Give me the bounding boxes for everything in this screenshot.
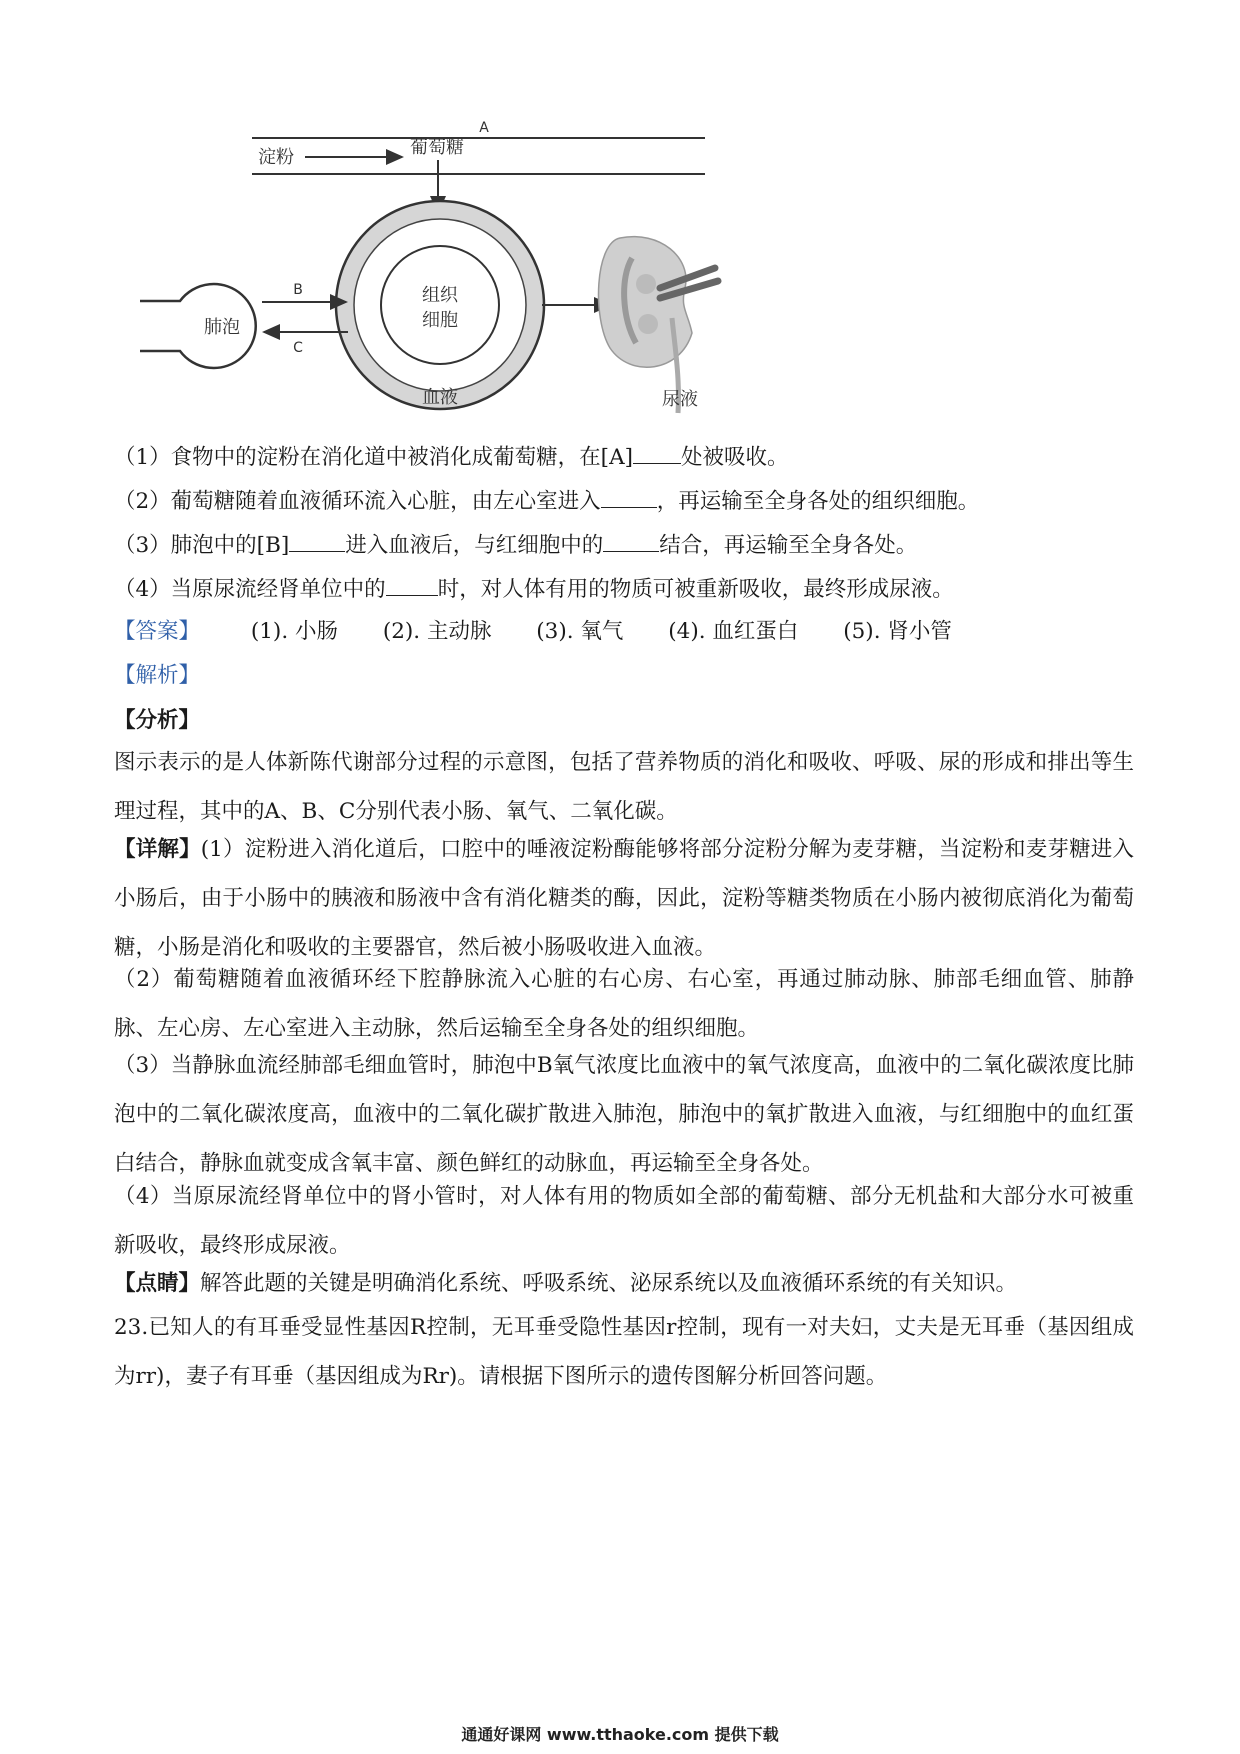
q3-text-mid: 进入血液后，与红细胞中的 [345,533,604,558]
analysis-label: 【解析】 [114,663,201,688]
detail-p1-text: (1）淀粉进入消化道后，口腔中的唾液淀粉酶能够将部分淀粉分解为麦芽糖，当淀粉和麦芽糖进入小肠后，由于小肠中的胰液和肠液中含有消化糖类的酶，因此，淀粉等糖类物质在小肠内被彻底消化为葡萄糖，小肠是消化和吸收的主要器官，然后被小肠吸收进入血液。 [114,837,1134,960]
q4-text-pre: （4）当原尿流经肾单位中的 [114,577,386,602]
footer-text: 通通好课网 www.tthaoke.com 提供下载 [461,1725,779,1744]
fenxi-text: 图示表示的是人体新陈代谢部分过程的示意图，包括了营养物质的消化和吸收、呼吸、尿的形成和排出等生理过程，其中的A、B、C分别代表小肠、氧气、二氧化碳。 [114,750,1134,824]
dianjing-paragraph [114,1259,1134,1308]
q4-text-post: 时，对人体有用的物质可被重新吸收，最终形成尿液。 [437,577,954,602]
answer-item-3: (3). 氧气 [536,619,624,644]
q2-text-pre: （2）葡萄糖随着血液循环流入心脏，由左心室进入 [114,489,601,514]
blood-label: 血液 [422,387,458,408]
question-3 [114,529,1134,561]
answer-item-5: (5). 肾小管 [843,619,952,644]
q2-text-post: ，再运输至全身各处的组织细胞。 [656,489,980,514]
answer-line [114,617,1134,647]
tissue-label-2: 细胞 [422,310,458,331]
tissue-label-1: 组织 [422,285,458,306]
detail-paragraph-3: （3）当静脉血流经肺部毛细血管时，肺泡中B氧气浓度比血液中的氧气浓度高，血液中的二氧化碳浓度比肺泡中的二氧化碳浓度高，血液中的二氧化碳扩散进入肺泡，肺泡中的氧扩散进入血液，与红细胞中的血红蛋白结合，静脉血就变成含氧丰富、颜色鲜红的动脉血，再运输至全身各处。 [114,1053,1134,1176]
detail-paragraph-1 [114,825,1134,972]
q1-blank [633,441,681,464]
q3-text-pre: （3）肺泡中的[B] [114,533,290,558]
answer-item-1: (1). 小肠 [250,619,338,644]
q1-text-post: 处被吸收。 [680,445,789,470]
metabolism-diagram [140,118,860,468]
label-a: A [479,120,489,136]
answer-item-2: (2). 主动脉 [382,619,492,644]
q3-blank-2 [603,529,659,552]
q3-blank-1 [289,529,345,552]
question-2 [114,485,1134,517]
dianjing-label: 【点睛】 [114,1271,201,1296]
detail-paragraph-4: （4）当原尿流经肾单位中的肾小管时，对人体有用的物质如全部的葡萄糖、部分无机盐和大部分水可被重新吸收，最终形成尿液。 [114,1184,1134,1258]
fenxi-label: 【分析】 [114,708,201,733]
starch-label: 淀粉 [258,147,294,168]
q3-text-post: 结合，再运输至全身各处。 [659,533,918,558]
label-b: B [293,282,303,298]
q1-text-pre: （1）食物中的淀粉在消化道中被消化成葡萄糖，在[A] [114,445,633,470]
answer-label: 【答案】 [114,619,201,644]
question-23: 23.已知人的有耳垂受显性基因R控制，无耳垂受隐性基因r控制，现有一对夫妇，丈夫是无耳垂（基因组成为rr)，妻子有耳垂（基因组成为Rr)。请根据下图所示的遗传图解分析回答问题。 [114,1315,1134,1389]
detail-label: 【详解】 [114,837,201,862]
q2-blank [601,485,657,508]
kidney-image [599,237,718,413]
q4-blank [386,573,438,596]
answer-item-4: (4). 血红蛋白 [668,619,799,644]
urine-label: 尿液 [662,389,698,410]
glucose-label: 葡萄糖 [410,137,464,158]
alveolus-label: 肺泡 [204,317,240,338]
question-1 [114,441,1134,473]
question-4 [114,573,1134,605]
detail-paragraph-2: （2）葡萄糖随着血液循环经下腔静脉流入心脏的右心房、右心室，再通过肺动脉、肺部毛细血管、肺静脉、左心房、左心室进入主动脉，然后运输至全身各处的组织细胞。 [114,967,1134,1041]
label-c: C [293,340,303,356]
dianjing-text: 解答此题的关键是明确消化系统、呼吸系统、泌尿系统以及血液循环系统的有关知识。 [200,1271,1018,1296]
